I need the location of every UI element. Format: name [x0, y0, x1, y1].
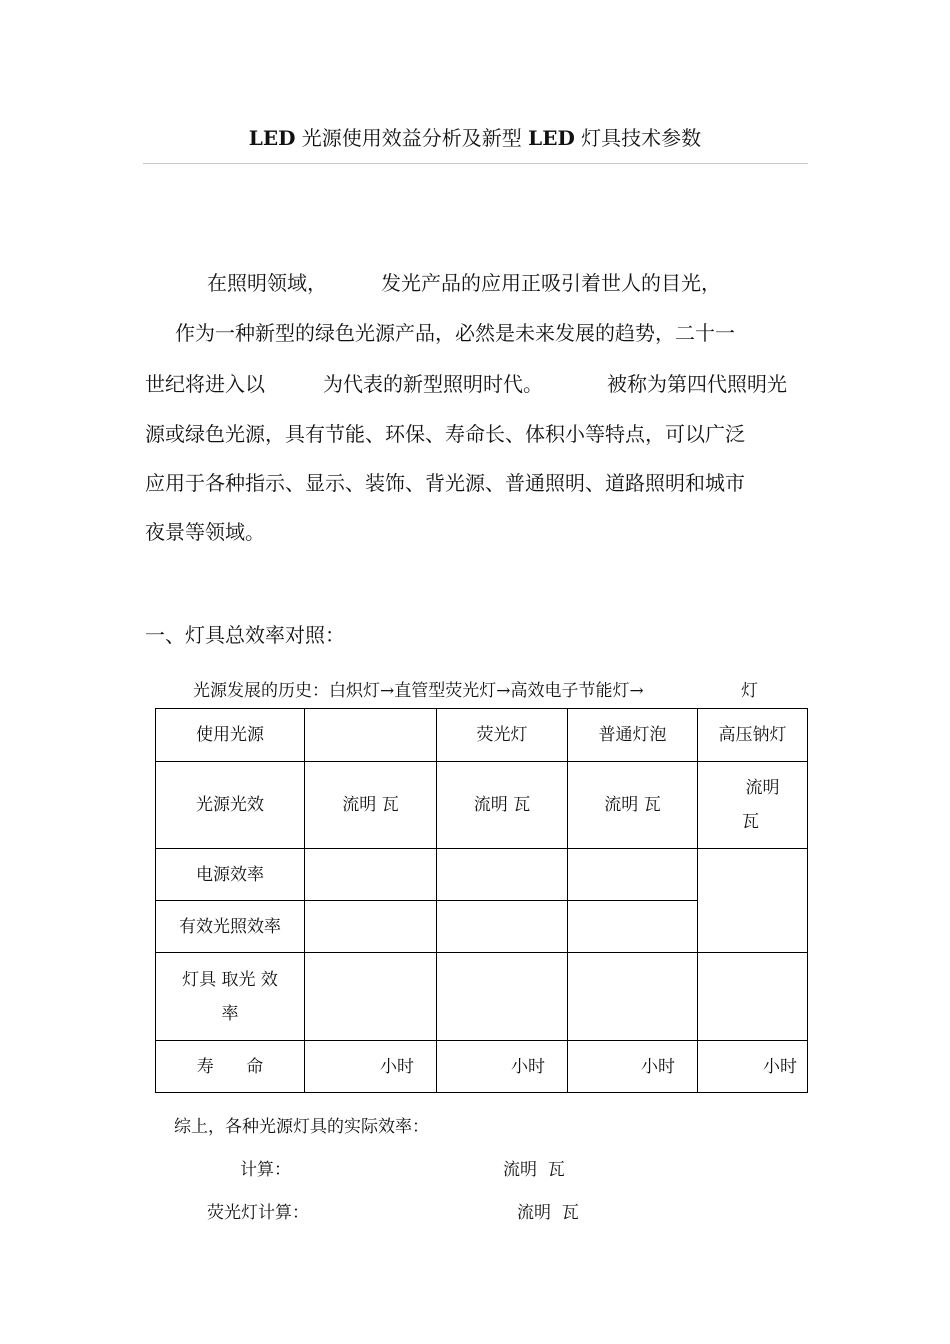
table-cell: [305, 953, 437, 1041]
header-cell: [305, 709, 437, 762]
intro-line-2: 作为一种新型的绿色光源产品，必然是未来发展的趋势，二十一: [175, 321, 735, 345]
row-label: 有效光照效率: [156, 901, 305, 953]
cell-line: 流明: [745, 778, 780, 798]
calc2-label: 荧光灯计算：: [207, 1203, 309, 1223]
intro-line-1a: 在照明领域，: [207, 271, 327, 295]
intro-line-5: 应用于各种指示、显示、装饰、背光源、普通照明、道路照明和城市: [145, 471, 745, 495]
table-cell: [698, 762, 808, 849]
table-cell: [698, 849, 808, 953]
calc2-value: 流明 瓦: [517, 1203, 579, 1223]
intro-line-1b: 发光产品的应用正吸引着世人的目光，: [381, 271, 721, 295]
table-row: [156, 1041, 808, 1093]
title-suffix: 灯具技术参数: [574, 126, 702, 150]
title-led-1: LED: [248, 126, 296, 150]
table-cell: [305, 849, 437, 901]
table-row: [156, 953, 808, 1041]
calc1-label: 计算：: [240, 1160, 291, 1180]
table-row: [156, 849, 808, 901]
row-label: [156, 953, 305, 1041]
cell-line: 率: [221, 1003, 239, 1024]
intro-line-3a: 世纪将进入以: [145, 372, 265, 396]
table-cell: [437, 901, 568, 953]
row-label: 寿 命: [156, 1041, 305, 1093]
table-cell: 流明 瓦: [437, 762, 568, 849]
table-cell: 小时: [698, 1041, 808, 1093]
history-text: 光源发展的历史：白炽灯→直管型荧光灯→高效电子节能灯→: [193, 681, 644, 701]
header-cell: 使用光源: [156, 709, 305, 762]
calc1-value: 流明 瓦: [503, 1160, 565, 1180]
table-cell: [568, 901, 698, 953]
table-cell: 小时: [568, 1041, 698, 1093]
table-cell: 流明 瓦: [305, 762, 437, 849]
summary-heading: 综上，各种光源灯具的实际效率：: [174, 1117, 429, 1137]
table-row: [156, 709, 808, 762]
intro-line-6: 夜景等领域。: [145, 520, 265, 544]
cell-line: 瓦: [742, 812, 759, 832]
row-label: 光源光效: [156, 762, 305, 849]
intro-line-3b: 为代表的新型照明时代。: [323, 372, 543, 396]
table-cell: 流明 瓦: [568, 762, 698, 849]
cell-line: 灯具 取光 效: [182, 969, 278, 990]
history-tail: 灯: [741, 681, 758, 701]
page-title: [0, 122, 950, 151]
table-cell: [305, 901, 437, 953]
intro-line-4: 源或绿色光源，具有节能、环保、寿命长、体积小等特点，可以广泛: [145, 422, 745, 446]
intro-line-3c: 被称为第四代照明光: [607, 372, 787, 396]
comparison-table: [155, 708, 808, 1093]
title-middle: 光源使用效益分析及新型: [295, 126, 529, 150]
table-row: [156, 762, 808, 849]
table-cell: 小时: [305, 1041, 437, 1093]
title-led-2: LED: [528, 126, 575, 150]
header-cell: 普通灯泡: [568, 709, 698, 762]
row-label: 电源效率: [156, 849, 305, 901]
section-heading: 一、灯具总效率对照：: [145, 623, 345, 647]
table-cell: [568, 953, 698, 1041]
table-cell: [568, 849, 698, 901]
table-cell: 小时: [437, 1041, 568, 1093]
title-divider: [143, 163, 808, 164]
header-cell: 高压钠灯: [698, 709, 808, 762]
table-cell: [698, 953, 808, 1041]
table-cell: [437, 953, 568, 1041]
header-cell: 荧光灯: [437, 709, 568, 762]
table-cell: [437, 849, 568, 901]
